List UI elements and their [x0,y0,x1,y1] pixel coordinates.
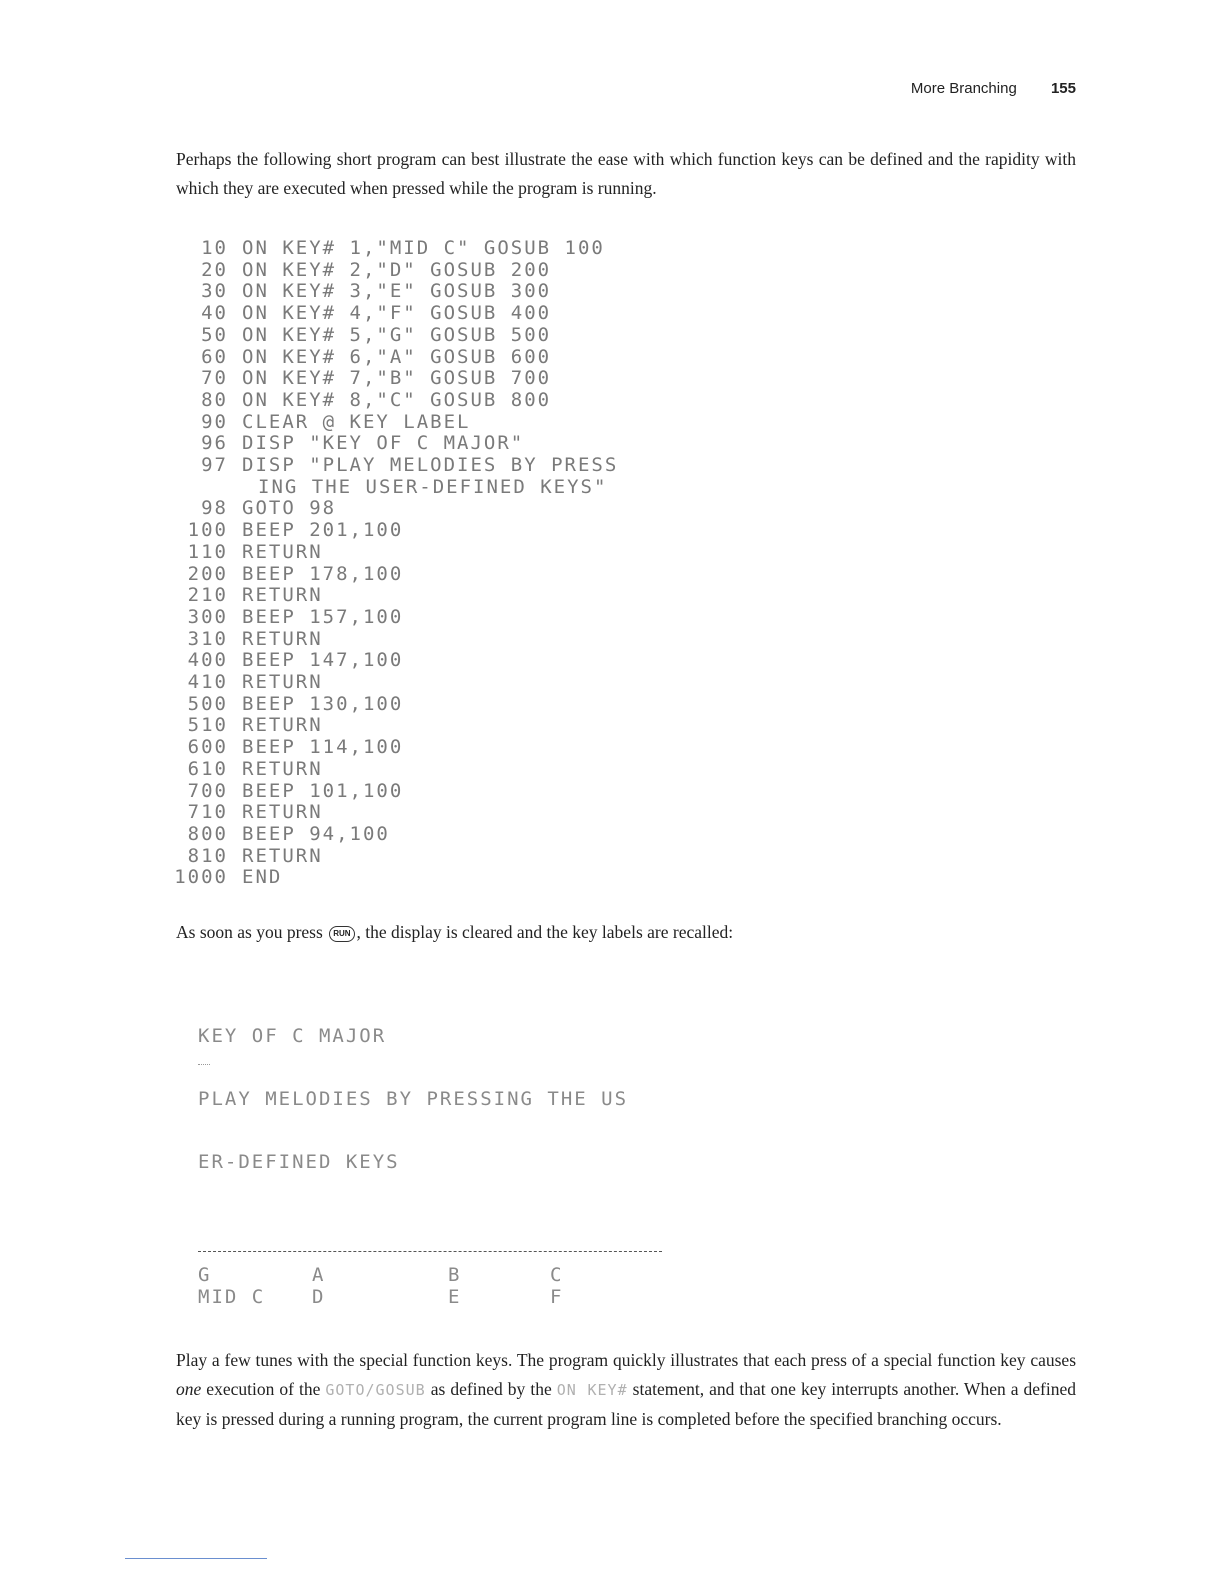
program-line [0,629,720,651]
program-line [0,781,720,803]
section-title: More Branching [910,80,1017,97]
line-number: 700 [187,779,228,802]
line-statement: RETURN [242,757,323,780]
final-text: as defined by the [425,1379,557,1399]
run-key-icon: RUN [329,926,354,942]
inline-code-goto-gosub: GOTO/GOSUB [325,1381,426,1399]
line-statement: DISP "KEY OF C MAJOR" [242,432,525,455]
page-number: 155 [1050,80,1076,97]
final-text: Play a few tunes with the special function keys. The program quickly illustrates that each press of a special function key causes [176,1350,1076,1370]
line-statement: ON KEY# 2,"D" GOSUB 200 [242,258,552,281]
line-number: 210 [187,584,228,607]
line-number: 97 [201,454,228,477]
key-label-f: F [550,1286,564,1308]
program-line [0,715,720,737]
line-statement: ON KEY# 6,"A" GOSUB 600 [242,345,552,368]
line-statement: RETURN [242,627,323,650]
line-number: 50 [201,323,228,346]
line-statement: BEEP 201,100 [242,519,404,542]
intro-paragraph: Perhaps the following short program can best illustrate the ease with which function keys can be defined and the rapidity with which they are executed when pressed while the program is running. [176,149,1076,198]
line-statement: ON KEY# 3,"E" GOSUB 300 [242,280,552,303]
line-number: 610 [187,757,228,780]
line-statement: BEEP 114,100 [242,736,404,759]
page-header [0,80,1076,104]
footer-rule [125,1558,267,1559]
line-number: 400 [187,649,228,672]
line-number: 30 [201,280,228,303]
program-line [0,564,720,586]
program-line [0,607,720,629]
key-label-a: A [312,1264,326,1286]
line-statement: END [242,866,283,889]
key-label-mid-c: MID C [198,1286,266,1308]
final-text: statement, and that one key interrupts another. When a defined key is pressed during a running program, the current program line is completed before the specified branching occurs. [176,1379,1077,1429]
line-number: 310 [187,627,228,650]
program-line [0,412,720,434]
line-number: 410 [187,671,228,694]
line-number: 40 [201,302,228,325]
program-line [0,802,720,824]
program-line [0,694,720,716]
line-number: 710 [187,801,228,824]
line-statement: BEEP 94,100 [242,822,390,845]
key-label-b: B [448,1264,462,1286]
run-paragraph [176,918,1076,947]
program-line [0,477,720,499]
display-line: KEY OF C MAJOR [198,1025,387,1047]
program-line [0,672,720,694]
line-statement: ON KEY# 4,"F" GOSUB 400 [242,302,552,325]
line-statement: RETURN [242,801,323,824]
line-number: 510 [187,714,228,737]
program-line [0,325,720,347]
line-statement: CLEAR @ KEY LABEL [242,410,471,433]
final-text: execution of the [201,1379,326,1399]
line-number: 600 [187,736,228,759]
program-listing [0,238,720,889]
line-statement: RETURN [242,540,323,563]
key-label-c: C [550,1264,564,1286]
program-line [0,303,720,325]
program-line [0,347,720,369]
final-emphasis: one [176,1379,202,1399]
program-line [0,281,720,303]
line-number: 300 [187,605,228,628]
line-statement: GOTO 98 [242,497,337,520]
program-line [0,650,720,672]
program-line [0,737,720,759]
line-number: 10 [201,237,228,259]
program-line [0,498,720,520]
line-statement: RETURN [242,844,323,867]
line-number: 500 [187,692,228,715]
program-line [0,542,720,564]
line-number: 200 [187,562,228,585]
display-line: PLAY MELODIES BY PRESSING THE US [198,1088,629,1110]
line-statement: BEEP 130,100 [242,692,404,715]
program-line [0,867,720,889]
program-line [0,585,720,607]
key-label-divider [198,1251,662,1252]
program-line [0,520,720,542]
line-statement: RETURN [242,584,323,607]
line-number: 100 [187,519,228,542]
line-number: 800 [187,822,228,845]
inline-code-on-key: ON KEY# [556,1381,628,1399]
line-statement: ON KEY# 5,"G" GOSUB 500 [242,323,552,346]
run-text-before: As soon as you press [176,922,328,942]
line-number: 20 [201,258,228,281]
key-label-e: E [448,1286,462,1308]
line-statement: BEEP 147,100 [242,649,404,672]
line-statement: ON KEY# 7,"B" GOSUB 700 [242,367,552,390]
key-labels-bottom-row [198,1286,678,1308]
program-line [0,433,720,455]
line-number: 810 [187,844,228,867]
line-number: 90 [201,410,228,433]
line-statement: RETURN [242,671,323,694]
final-paragraph [176,1346,1076,1434]
line-statement: BEEP 101,100 [242,779,404,802]
program-line [0,846,720,868]
line-statement: ON KEY# 1,"MID C" GOSUB 100 [242,237,605,259]
line-number: 110 [187,540,228,563]
line-statement: BEEP 157,100 [242,605,404,628]
line-number: 96 [201,432,228,455]
line-statement: ON KEY# 8,"C" GOSUB 800 [242,388,552,411]
display-cursor [198,1064,210,1066]
line-number: 98 [201,497,228,520]
key-label-g: G [198,1264,212,1286]
display-line: ER-DEFINED KEYS [198,1151,400,1173]
program-line [0,368,720,390]
line-number: 80 [201,388,228,411]
program-line [0,455,720,477]
run-text-after: , the display is cleared and the key labels are recalled: [356,922,734,942]
key-labels [198,1264,678,1308]
line-statement: DISP "PLAY MELODIES BY PRESS [242,454,619,477]
line-number: 70 [201,367,228,390]
program-line [0,238,720,260]
program-line [0,824,720,846]
key-labels-top-row [198,1264,678,1286]
program-line [0,260,720,282]
key-label-d: D [312,1286,326,1308]
line-number: 60 [201,345,228,368]
display-output [198,984,698,1194]
line-statement: RETURN [242,714,323,737]
line-number: 1000 [174,866,228,889]
line-statement: BEEP 178,100 [242,562,404,585]
line-statement: ING THE USER-DEFINED KEYS" [258,475,608,498]
program-line [0,390,720,412]
program-line [0,759,720,781]
